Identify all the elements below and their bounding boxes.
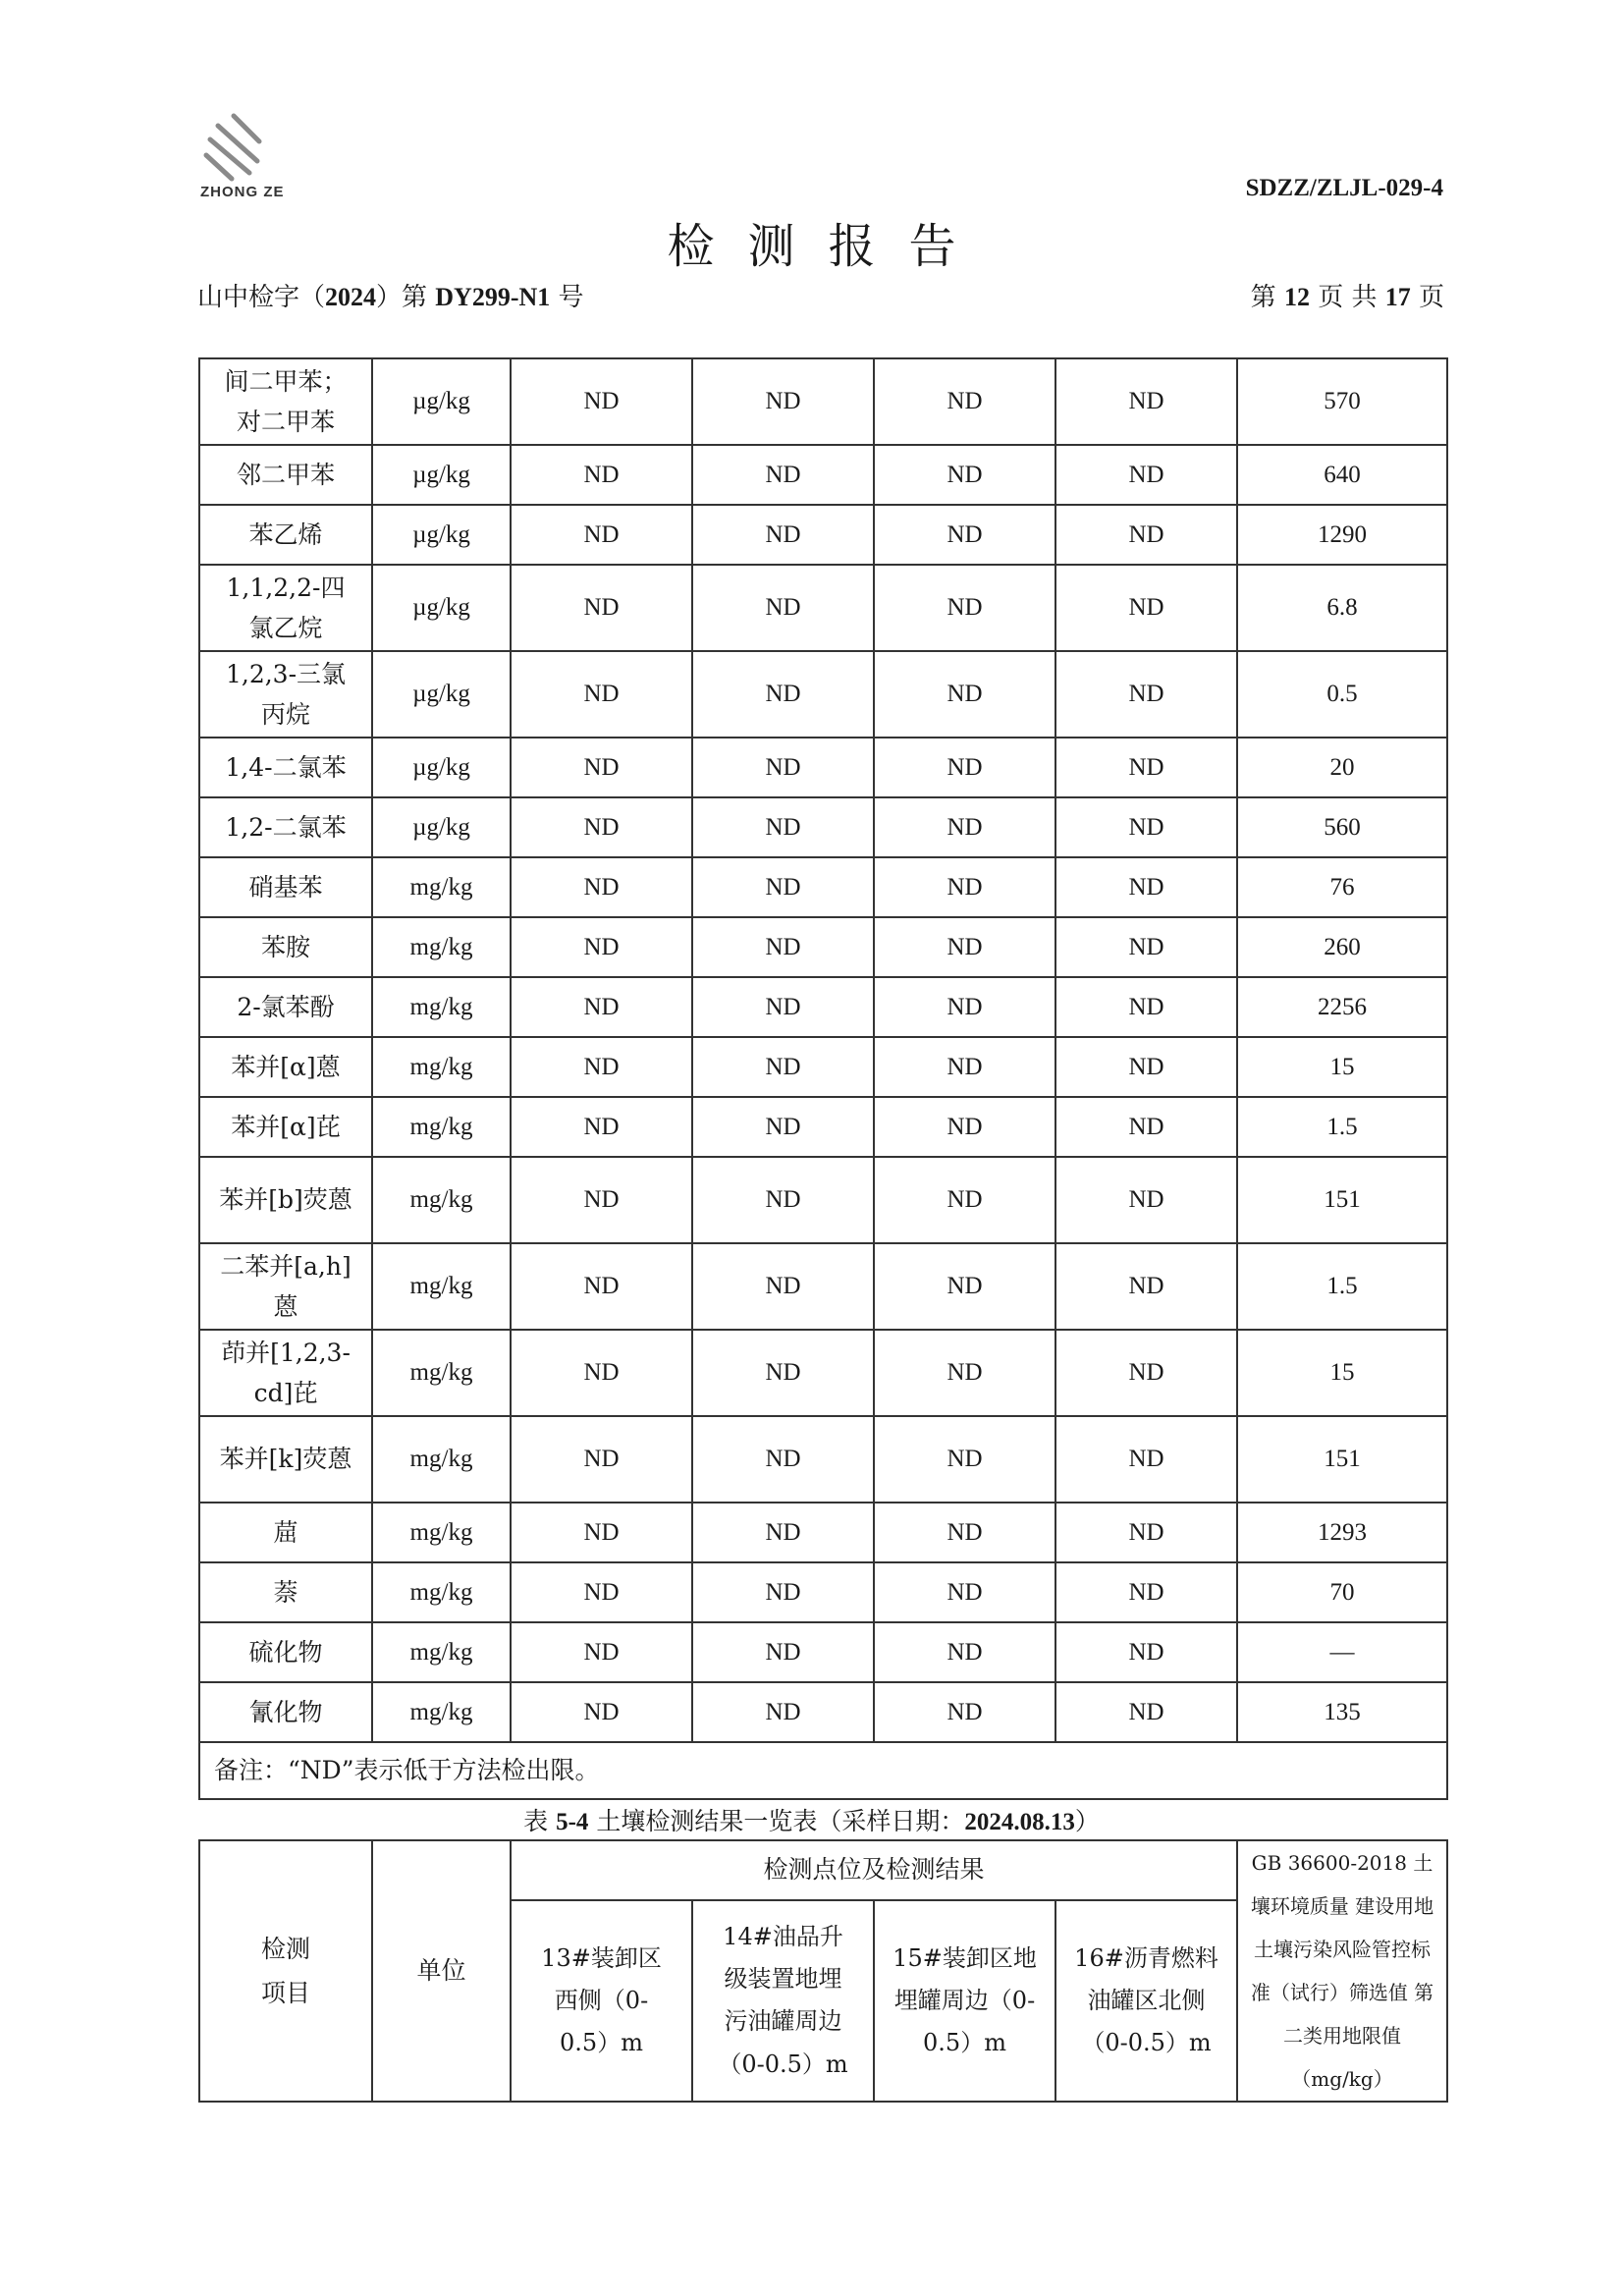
cell-result: ND: [511, 358, 692, 445]
cell-result: ND: [692, 977, 874, 1037]
cell-item: 硫化物: [199, 1622, 372, 1682]
cell-limit: 570: [1237, 358, 1447, 445]
cell-result: ND: [874, 977, 1055, 1037]
cell-result: ND: [874, 505, 1055, 565]
cell-limit: 2256: [1237, 977, 1447, 1037]
cell-unit: mg/kg: [372, 1243, 511, 1330]
cell-result: ND: [692, 1562, 874, 1622]
cell-limit: 20: [1237, 738, 1447, 797]
table-row: [199, 1503, 1447, 1562]
cell-unit: mg/kg: [372, 1097, 511, 1157]
cell-item: 2-氯苯酚: [199, 977, 372, 1037]
cell-result: ND: [511, 917, 692, 977]
col-header-point-13: 13#装卸区西侧（0-0.5）m: [511, 1900, 692, 2102]
cell-unit: mg/kg: [372, 1503, 511, 1562]
table-row: [199, 1037, 1447, 1097]
cell-result: ND: [874, 1503, 1055, 1562]
cell-item: 1,2,3-三氯丙烷: [199, 651, 372, 738]
cell-result: ND: [874, 565, 1055, 651]
cell-result: ND: [692, 358, 874, 445]
cell-result: ND: [874, 1330, 1055, 1416]
cell-result: ND: [511, 797, 692, 857]
cell-limit: 640: [1237, 445, 1447, 505]
cell-result: ND: [511, 1037, 692, 1097]
cell-limit: —: [1237, 1622, 1447, 1682]
col-header-point-14: 14#油品升级装置地埋污油罐周边（0-0.5）m: [692, 1900, 874, 2102]
cell-unit: mg/kg: [372, 977, 511, 1037]
cell-item: 䓛: [199, 1503, 372, 1562]
table-row: [199, 1562, 1447, 1622]
table-row: [199, 1330, 1447, 1416]
col-header-item: 检测项目: [199, 1840, 372, 2102]
cell-result: ND: [1055, 1330, 1237, 1416]
cell-unit: µg/kg: [372, 445, 511, 505]
table-row: [199, 505, 1447, 565]
cell-result: ND: [1055, 1562, 1237, 1622]
cell-result: ND: [511, 505, 692, 565]
cell-limit: 1.5: [1237, 1097, 1447, 1157]
cell-item: 氰化物: [199, 1682, 372, 1742]
cell-limit: 70: [1237, 1562, 1447, 1622]
table-row: [199, 917, 1447, 977]
soil-results-table: [198, 1839, 1448, 2103]
cell-result: ND: [874, 1097, 1055, 1157]
cell-unit: mg/kg: [372, 1037, 511, 1097]
cell-result: ND: [874, 857, 1055, 917]
cell-limit: 260: [1237, 917, 1447, 977]
cell-item: 茚并[1,2,3-cd]芘: [199, 1330, 372, 1416]
cell-result: ND: [692, 917, 874, 977]
cell-limit: 151: [1237, 1157, 1447, 1243]
cell-item: 1,4-二氯苯: [199, 738, 372, 797]
cell-result: ND: [1055, 1682, 1237, 1742]
cell-result: ND: [511, 1330, 692, 1416]
table-row: [199, 857, 1447, 917]
cell-limit: 1.5: [1237, 1243, 1447, 1330]
cell-result: ND: [692, 651, 874, 738]
cell-limit: 6.8: [1237, 565, 1447, 651]
cell-item: 苯并[b]荧蒽: [199, 1157, 372, 1243]
cell-result: ND: [511, 1243, 692, 1330]
cell-unit: µg/kg: [372, 565, 511, 651]
report-number: 山中检字（2024）第 DY299-N1 号: [197, 283, 584, 312]
cell-limit: 1293: [1237, 1503, 1447, 1562]
cell-result: ND: [692, 1243, 874, 1330]
col-header-point-15: 15#装卸区地埋罐周边（0-0.5）m: [874, 1900, 1055, 2102]
cell-unit: mg/kg: [372, 857, 511, 917]
cell-result: ND: [1055, 505, 1237, 565]
cell-result: ND: [511, 1157, 692, 1243]
cell-limit: 560: [1237, 797, 1447, 857]
table-row: [199, 797, 1447, 857]
cell-item: 苯胺: [199, 917, 372, 977]
cell-limit: 76: [1237, 857, 1447, 917]
cell-result: ND: [1055, 857, 1237, 917]
cell-result: ND: [511, 977, 692, 1037]
cell-item: 硝基苯: [199, 857, 372, 917]
cell-item: 间二甲苯；对二甲苯: [199, 358, 372, 445]
cell-result: ND: [692, 1622, 874, 1682]
cell-unit: mg/kg: [372, 1157, 511, 1243]
cell-result: ND: [511, 1562, 692, 1622]
cell-result: ND: [1055, 1416, 1237, 1503]
cell-item: 1,2-二氯苯: [199, 797, 372, 857]
cell-result: ND: [874, 917, 1055, 977]
cell-item: 苯并[α]蒽: [199, 1037, 372, 1097]
cell-result: ND: [874, 738, 1055, 797]
cell-result: ND: [874, 358, 1055, 445]
cell-result: ND: [511, 1622, 692, 1682]
table-row: [199, 358, 1447, 445]
cell-result: ND: [874, 1682, 1055, 1742]
cell-result: ND: [1055, 1157, 1237, 1243]
cell-limit: 0.5: [1237, 651, 1447, 738]
cell-result: ND: [1055, 797, 1237, 857]
cell-unit: µg/kg: [372, 738, 511, 797]
cell-unit: µg/kg: [372, 505, 511, 565]
table-row: [199, 565, 1447, 651]
cell-result: ND: [511, 445, 692, 505]
cell-result: ND: [874, 797, 1055, 857]
cell-result: ND: [692, 1097, 874, 1157]
table-note: 备注：“ND”表示低于方法检出限。: [199, 1742, 1447, 1799]
cell-result: ND: [1055, 445, 1237, 505]
cell-unit: mg/kg: [372, 1416, 511, 1503]
cell-result: ND: [692, 797, 874, 857]
table-row: [199, 738, 1447, 797]
cell-result: ND: [511, 1503, 692, 1562]
cell-limit: 15: [1237, 1037, 1447, 1097]
table-row: [199, 1682, 1447, 1742]
cell-result: ND: [692, 445, 874, 505]
cell-limit: 135: [1237, 1682, 1447, 1742]
cell-unit: µg/kg: [372, 651, 511, 738]
table-row: [199, 1243, 1447, 1330]
cell-unit: mg/kg: [372, 1562, 511, 1622]
col-header-standard: GB 36600-2018 土壤环境质量 建设用地土壤污染风险管控标准（试行）筛选值 第二类用地限值（mg/kg）: [1237, 1840, 1447, 2102]
cell-result: ND: [692, 1682, 874, 1742]
cell-result: ND: [1055, 738, 1237, 797]
cell-result: ND: [874, 1562, 1055, 1622]
cell-unit: mg/kg: [372, 917, 511, 977]
cell-result: ND: [874, 1243, 1055, 1330]
cell-result: ND: [1055, 977, 1237, 1037]
cell-result: ND: [1055, 651, 1237, 738]
cell-item: 苯并[α]芘: [199, 1097, 372, 1157]
table-caption: 表 5-4 土壤检测结果一览表（采样日期：2024.08.13）: [523, 1807, 1100, 1835]
cell-item: 苯乙烯: [199, 505, 372, 565]
cell-result: ND: [1055, 1243, 1237, 1330]
cell-result: ND: [1055, 358, 1237, 445]
cell-result: ND: [1055, 1037, 1237, 1097]
cell-result: ND: [1055, 917, 1237, 977]
col-header-unit: 单位: [372, 1840, 511, 2102]
cell-unit: µg/kg: [372, 797, 511, 857]
cell-result: ND: [874, 1157, 1055, 1243]
cell-result: ND: [692, 1503, 874, 1562]
cell-result: ND: [692, 1330, 874, 1416]
cell-item: 1,1,2,2-四氯乙烷: [199, 565, 372, 651]
cell-result: ND: [692, 1416, 874, 1503]
cell-result: ND: [1055, 1097, 1237, 1157]
cell-item: 二苯并[a,h]蒽: [199, 1243, 372, 1330]
cell-unit: µg/kg: [372, 358, 511, 445]
cell-result: ND: [511, 1416, 692, 1503]
cell-result: ND: [1055, 1503, 1237, 1562]
col-header-point-16: 16#沥青燃料油罐区北侧（0-0.5）m: [1055, 1900, 1237, 2102]
cell-item: 邻二甲苯: [199, 445, 372, 505]
cell-limit: 15: [1237, 1330, 1447, 1416]
table-row: [199, 445, 1447, 505]
cell-item: 苯并[k]荧蒽: [199, 1416, 372, 1503]
cell-result: ND: [1055, 1622, 1237, 1682]
table-row: [199, 1157, 1447, 1243]
cell-result: ND: [511, 1097, 692, 1157]
page-title: 检测报告: [667, 219, 990, 274]
cell-result: ND: [874, 1037, 1055, 1097]
cell-result: ND: [692, 738, 874, 797]
page-number: 第 12 页 共 17 页: [1250, 283, 1444, 312]
table-row: [199, 977, 1447, 1037]
col-header-group: 检测点位及检测结果: [511, 1840, 1237, 1900]
table-row: [199, 1097, 1447, 1157]
cell-result: ND: [511, 857, 692, 917]
cell-unit: mg/kg: [372, 1330, 511, 1416]
table-row: [199, 651, 1447, 738]
cell-result: ND: [1055, 565, 1237, 651]
cell-result: ND: [511, 1682, 692, 1742]
cell-result: ND: [692, 505, 874, 565]
cell-result: ND: [692, 565, 874, 651]
cell-result: ND: [874, 1416, 1055, 1503]
cell-limit: 151: [1237, 1416, 1447, 1503]
logo-text: ZHONG ZE: [200, 184, 285, 200]
results-table-continued: [198, 357, 1448, 1800]
cell-item: 萘: [199, 1562, 372, 1622]
cell-result: ND: [511, 738, 692, 797]
cell-result: ND: [874, 1622, 1055, 1682]
cell-result: ND: [874, 651, 1055, 738]
cell-limit: 1290: [1237, 505, 1447, 565]
table-row: [199, 1622, 1447, 1682]
cell-result: ND: [692, 1037, 874, 1097]
cell-result: ND: [692, 1157, 874, 1243]
cell-unit: mg/kg: [372, 1622, 511, 1682]
cell-result: ND: [511, 651, 692, 738]
cell-result: ND: [692, 857, 874, 917]
cell-result: ND: [511, 565, 692, 651]
cell-unit: mg/kg: [372, 1682, 511, 1742]
cell-result: ND: [874, 445, 1055, 505]
table-row: [199, 1416, 1447, 1503]
document-code: SDZZ/ZLJL-029-4: [1245, 175, 1443, 201]
